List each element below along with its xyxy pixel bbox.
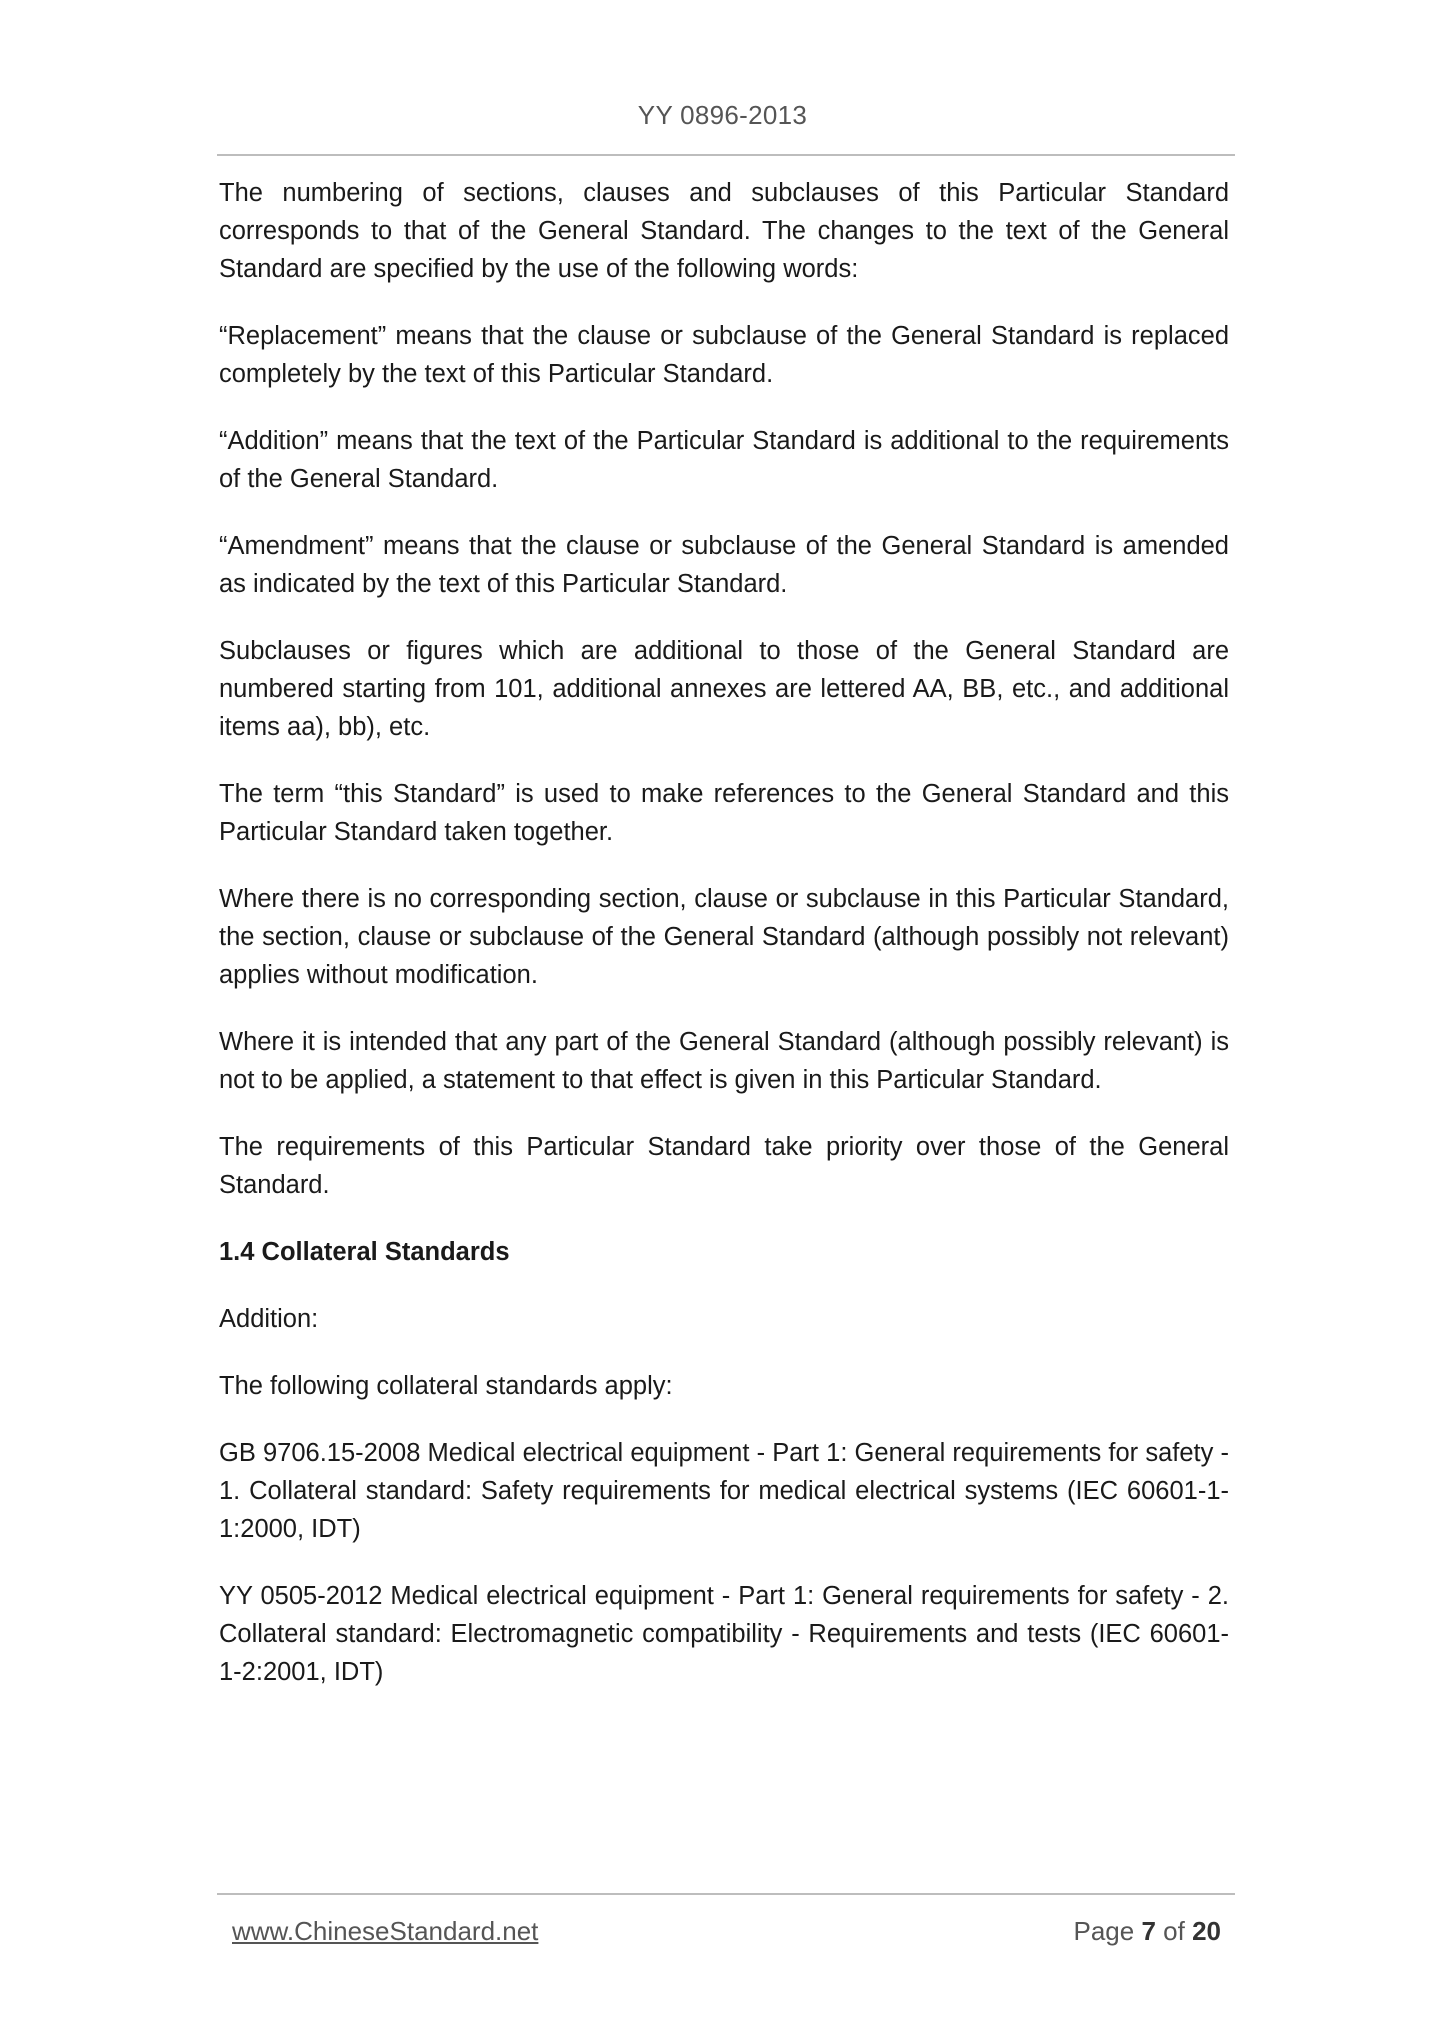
paragraph-no-corresponding: Where there is no corresponding section, clause or subclause in this Particular Standard, the section, clause or subclause of the General Standard (although possibly not relevant) applies without modification. — [219, 885, 1229, 989]
document-body — [219, 174, 1229, 1720]
page-label: Page — [1073, 1916, 1135, 1946]
paragraph-this-standard: The term “this Standard” is used to make references to the General Standard and this Particular Standard taken together. — [219, 780, 1229, 846]
paragraph-amendment: “Amendment” means that the clause or subclause of the General Standard is amended as indicated by the text of this Particular Standard. — [219, 532, 1229, 598]
paragraph-addition-label: Addition: — [219, 1305, 319, 1333]
header-title: YY 0896-2013 — [637, 100, 808, 130]
paragraph-replacement: “Replacement” means that the clause or subclause of the General Standard is replaced completely by the text of this Particular Standard. — [219, 322, 1229, 388]
paragraph-collateral-intro: The following collateral standards apply: — [219, 1372, 673, 1400]
website-link[interactable]: www.ChineseStandard.net — [232, 1916, 539, 1946]
paragraph-priority: The requirements of this Particular Standard take priority over those of the General Standard. — [219, 1133, 1229, 1199]
page-current: 7 — [1141, 1916, 1156, 1946]
section-heading: 1.4 Collateral Standards — [219, 1238, 510, 1266]
page-total: 20 — [1192, 1916, 1221, 1946]
paragraph-not-applied: Where it is intended that any part of the General Standard (although possibly relevant) is not to be applied, a statement to that effect is given in this Particular Standard. — [219, 1028, 1229, 1094]
page-number — [1073, 1916, 1221, 1947]
paragraph-subclauses: Subclauses or figures which are additional to those of the General Standard are numbered starting from 101, additional annexes are lettered AA, BB, etc., and additional items aa), bb), etc. — [219, 637, 1229, 741]
paragraph-addition: “Addition” means that the text of the Particular Standard is additional to the requirements of the General Standard. — [219, 427, 1229, 493]
paragraph-gb-9706: GB 9706.15-2008 Medical electrical equipment - Part 1: General requirements for safety - 1. Collateral standard: Safety requirements for medical electrical systems (IEC 60601-1-1:2000, IDT) — [219, 1439, 1229, 1543]
footer-divider — [217, 1893, 1235, 1895]
paragraph-yy-0505: YY 0505-2012 Medical electrical equipment - Part 1: General requirements for safety - 2. Collateral standard: Electromagnetic compatibility - Requirements and tests (IEC 60601-1-2:2001, IDT) — [219, 1582, 1229, 1686]
header-divider — [217, 154, 1235, 156]
paragraph-numbering: The numbering of sections, clauses and subclauses of this Particular Standard corresponds to that of the General Standard. The changes to the text of the General Standard are specified by the use of the following words: — [219, 179, 1229, 283]
page-of-label: of — [1163, 1916, 1185, 1946]
